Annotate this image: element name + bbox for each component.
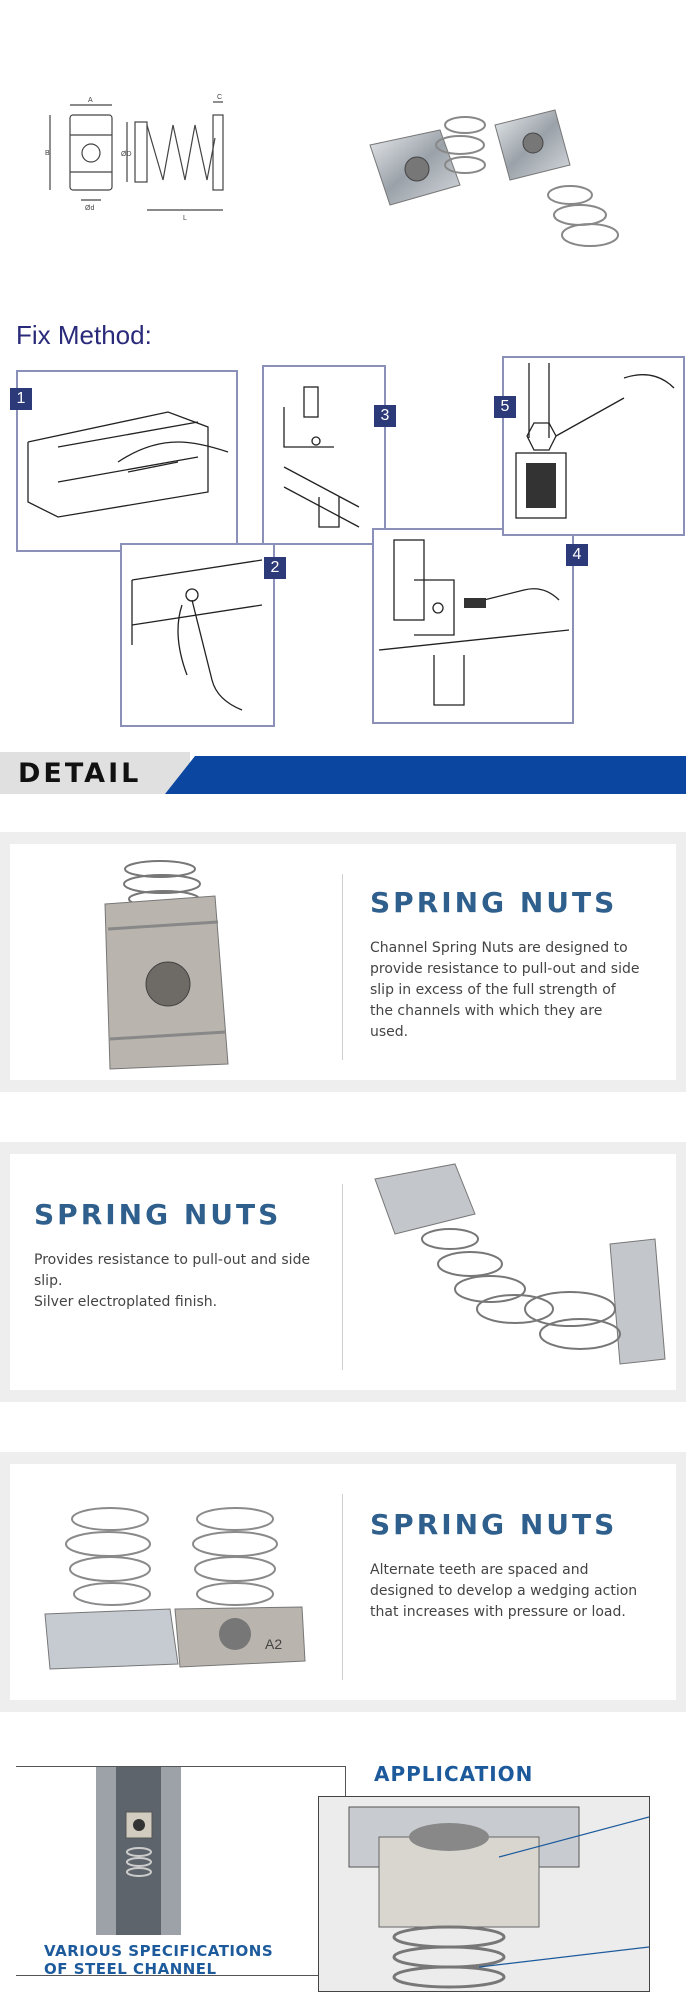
application-detail-frame (318, 1796, 650, 1992)
product-card-2 (0, 1142, 686, 1402)
card-title: SPRING NUTS (34, 1198, 282, 1231)
step-1-panel (16, 370, 238, 552)
card-description: Alternate teeth are spaced and designed to develop a wedging action that increases with pressure or load. (370, 1562, 638, 1620)
product-card-1 (0, 832, 686, 1092)
step-3-panel (262, 365, 390, 545)
dim-label-b: B (45, 150, 50, 157)
card-description: Provides resistance to pull-out and side slip. Silver electroplated finish. (34, 1252, 311, 1310)
spring-nut-photo (365, 85, 665, 265)
fix-method-title: Fix Method: (16, 320, 152, 350)
card-description: Channel Spring Nuts are designed to provide resistance to pull-out and side slip in excess of the full strength of the channels with which they are used. (370, 940, 640, 1040)
application-caption: VARIOUS SPECIFICATIONS OF STEEL CHANNEL (44, 1942, 274, 1978)
step-number-badge: 2 (264, 557, 286, 579)
detail-label: DETAIL (18, 758, 142, 789)
card-title: SPRING NUTS (370, 1508, 618, 1541)
dim-label-c: C (217, 94, 223, 101)
application-title: APPLICATION (374, 1762, 534, 1786)
step-4-panel (372, 528, 582, 724)
step-2-panel (120, 543, 280, 727)
nut-marking: A2 (265, 1636, 283, 1652)
dimension-drawing (45, 90, 315, 265)
product-card-3 (0, 1452, 686, 1712)
step-number-badge: 5 (494, 396, 516, 418)
card-title: SPRING NUTS (370, 886, 618, 919)
step-5-panel (502, 356, 685, 536)
spring-nut-photo (80, 854, 240, 1074)
dim-label-od: ØD (121, 151, 132, 158)
dim-label-l: L (183, 215, 187, 222)
dim-label-d: Ød (85, 205, 95, 212)
step-number-badge: 3 (374, 405, 396, 427)
step-number-badge: 4 (566, 544, 588, 566)
dim-label-a: A (88, 97, 93, 104)
spring-nuts-front-photo (30, 1489, 320, 1689)
step-number-badge: 1 (10, 388, 32, 410)
spring-nuts-pair-photo (365, 1159, 675, 1389)
detail-banner (0, 752, 686, 794)
